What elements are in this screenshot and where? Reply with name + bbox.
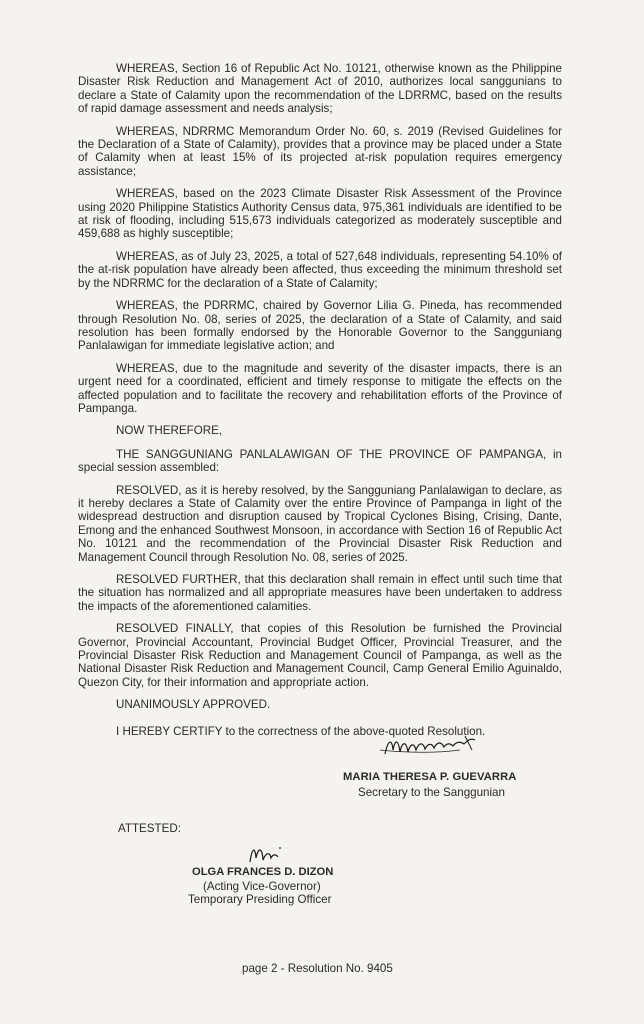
- paragraph-resolved-further: RESOLVED FURTHER, that this declaration shall remain in effect until such time that the situation has normalized and all appropriate measures have been undertaken to address the impacts of the aforementioned calamities.: [78, 573, 562, 613]
- paragraph-whereas-3: WHEREAS, based on the 2023 Climate Disaster Risk Assessment of the Province using 2020 Philippine Statistics Authority Census data, 975,361 individuals are identified to be at risk of flooding, including 515,673 individuals categorized as moderately susceptible and 459,688 as highly susceptible;: [78, 187, 562, 241]
- presiding-officer-name: OLGA FRANCES D. DIZON: [192, 866, 334, 878]
- paragraph-whereas-4: WHEREAS, as of July 23, 2025, a total of 527,648 individuals, representing 54.10% of the at-risk population have already been affected, thus exceeding the minimum threshold set by the NDRRMC for the declaration of a State of Calamity;: [78, 249, 562, 290]
- paragraph-whereas-5: WHEREAS, the PDRRMC, chaired by Governor Lilia G. Pineda, has recommended through Resolution No. 08, series of 2025, the declaration of a State of Calamity, and said resolution has been formally endorsed by the Honorable Governor to the Sangguniang Panlalawigan for immediate legislative action; and: [78, 299, 562, 353]
- secretary-name: MARIA THERESA P. GUEVARRA: [343, 771, 517, 783]
- presiding-officer-title: (Acting Vice-Governor): [203, 880, 321, 893]
- paragraph-approved: UNANIMOUSLY APPROVED.: [116, 698, 271, 712]
- paragraph-whereas-1: WHEREAS, Section 16 of Republic Act No. 10121, otherwise known as the Philippine Disaster Risk Reduction and Management Act of 2010, authorizes local sanggunians to declare a State of Calamity upon the recommendation of the LDRRMC, based on the results of rapid damage assessment and needs analysis;: [78, 62, 562, 116]
- paragraph-whereas-2: WHEREAS, NDRRMC Memorandum Order No. 60, s. 2019 (Revised Guidelines for the Declaration of a State of Calamity), provides that a province may be placed under a State of Calamity when at least 15% of its projected at-risk population requires emergency assistance;: [78, 124, 562, 178]
- resolution-body: [78, 62, 562, 722]
- attested-label: ATTESTED:: [118, 822, 181, 835]
- paragraph-resolved: RESOLVED, as it is hereby resolved, by the Sangguniang Panlalawigan to declare, as it hereby declares a State of Calamity over the entire Province of Pampanga in light of the widespread destruction and disruption caused by Tropical Cyclones Bising, Crising, Dante, Emong and the enhanced Southwest Monsoon, in accordance with Section 16 of Republic Act No. 10121 and the recommendation of the Provincial Disaster Risk Reduction and Management Council through Resolution No. 08, series of 2025.: [78, 483, 562, 564]
- certification-line: I HEREBY CERTIFY to the correctness of the above-quoted Resolution.: [116, 725, 486, 738]
- page-footer: page 2 - Resolution No. 9405: [242, 962, 393, 975]
- secretary-signature: [340, 732, 540, 762]
- paragraph-sanggunian: THE SANGGUNIANG PANLALAWIGAN OF THE PROVINCE OF PAMPANGA, in special session assembled:: [78, 447, 562, 475]
- secretary-title: Secretary to the Sanggunian: [358, 786, 505, 799]
- paragraph-whereas-6: WHEREAS, due to the magnitude and severity of the disaster impacts, there is an urgent need for a coordinated, efficient and timely response to mitigate the effects on the affected population and to facilitate the recovery and rehabilitation efforts of the Province of Pampanga.: [78, 361, 562, 415]
- presiding-officer-role: Temporary Presiding Officer: [188, 893, 332, 906]
- paragraph-now-therefore: NOW THEREFORE,: [116, 424, 223, 438]
- paragraph-resolved-finally: RESOLVED FINALLY, that copies of this Resolution be furnished the Provincial Governor, Provincial Accountant, Provincial Budget Officer, Provincial Treasurer, and the Provincial Disaster Risk Reduction and Management Council of Pampanga, as well as the National Disaster Risk Reduction and Management Council, Camp General Emilio Aguinaldo, Quezon City, for their information and appropriate action.: [78, 622, 562, 689]
